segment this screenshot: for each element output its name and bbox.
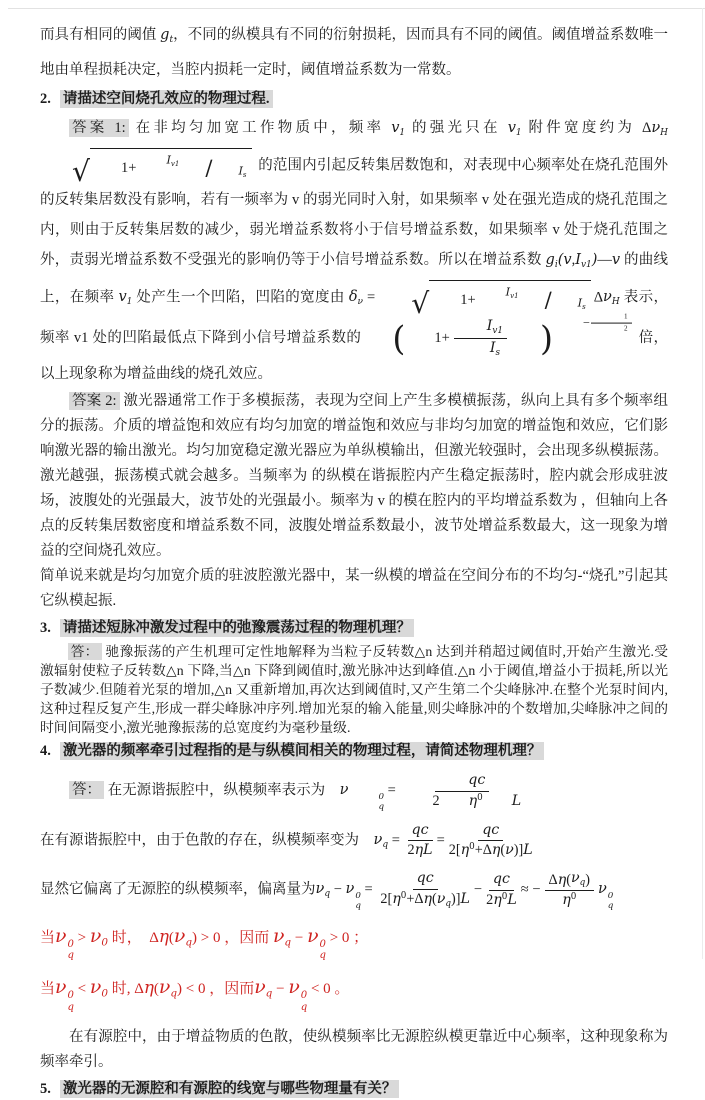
math-subscripted: $\nu_q$ [272, 925, 292, 949]
math-fraction [403, 772, 521, 811]
math-subscripted: $I_s$ [238, 164, 247, 180]
math-subscripted: $v_1$ [118, 289, 133, 308]
highlighted-text: 激光器的无源腔和有源腔的线宽与哪些物理量有关？ [60, 1080, 400, 1098]
answer-1 [40, 113, 668, 389]
question-3 [40, 617, 668, 639]
text-run: 简单说来就是均匀加宽介质的驻波腔激光器中，某一纵模的增益在空间分布的不均匀-“烧孔”引起其它纵模起振. [40, 567, 668, 609]
page-top-edge [8, 8, 705, 9]
math-subscripted: $g_t$ [160, 27, 174, 46]
text-run: − [330, 881, 346, 898]
math-fraction [486, 871, 517, 910]
question-number: 3. [40, 619, 51, 636]
text-run: ) < 0 ，因而 [177, 980, 255, 997]
highlighted-text: 答： [69, 781, 104, 799]
math-symbol: η [143, 976, 154, 997]
text-run: 2 [407, 842, 415, 859]
math-subscripted: $\nu_q$ [158, 976, 178, 1000]
math-subscripted: $\nu_q$ [373, 832, 389, 851]
slash-icon: ∕ [205, 155, 213, 180]
math-sup-sub: ν 0 q [597, 881, 614, 911]
highlighted-text: 答案 2: [69, 392, 120, 410]
text-run: Δ [548, 871, 558, 888]
page-right-edge [702, 8, 703, 959]
math-symbol: qc [411, 821, 429, 838]
text-run: 在有源腔中，由于增益物质的色散，使纵模频率比无源腔纵模更靠近中心频率，这种现象称为频率牵引。 [40, 1029, 668, 1071]
highlighted-text: 答案 1: [69, 119, 129, 137]
text-run: 在有源谐振腔中，由于色散的存在，纵模频率变为 [40, 832, 374, 849]
math-small-fraction: $\frac{1}{2}$ [591, 312, 632, 333]
text-run: 表示，频率 v1 处的凹陷最低点下降到小信号增益系数的 [40, 289, 669, 346]
answer-3 [40, 642, 668, 737]
math-symbol: η [491, 842, 501, 859]
text-run: 2[ [448, 842, 461, 859]
para-deviation-formula [40, 870, 668, 911]
text-run: +Δ [406, 890, 424, 907]
math-superscripted: $\eta^0$ [562, 892, 577, 909]
math-sup-sub: ν 0 q [345, 881, 361, 911]
math-symbol: L [523, 842, 533, 859]
text-run: ( [500, 842, 506, 859]
text-run: 激光器通常工作于多模振荡，表现为空间上产生多模横振荡，纵向上具有多个频率组分的振荡。介质的增益饱和效应有均匀加宽的增益饱和效应与非均匀加宽的增益饱和效应，它们影响激光器的输出激光。均匀加宽稳定激光器应为单纵模输出，但激光较强时，会出现多纵模振荡。激光越强，振荡模式就会越多。当频率为 的纵模在谐振腔内产生稳定振荡时，腔内就会形成驻波场，波腹处的光强最大，波节处的光强最小。频率为 v 的模在腔内的平均增益系数为 ，但轴向上各点的反转集居数密度和增益系数不同，波腹处增益系数最小，波节处增益系数最大，这一现象为增益的空间烧孔效应。 [40, 392, 668, 559]
math-subscripted: $\nu_q$ [173, 925, 193, 949]
text-run: 1+ [434, 329, 450, 346]
math-sup-sub: ν 0 q [307, 925, 326, 962]
math-subscripted: $\delta_\nu$ [348, 289, 364, 308]
text-run: 显然它偏离了无源腔的纵模频率，偏离量为 [40, 881, 316, 898]
text-run: 时， Δ [107, 929, 159, 946]
text-run: − [473, 881, 483, 898]
math-sup-sub: ν 0 q [55, 976, 74, 1013]
text-run: +Δ [474, 842, 492, 859]
text-run: Δ [642, 120, 652, 137]
math-subscripted: $\nu_0$ [89, 925, 108, 949]
math-subscripted: $v_1$ [507, 120, 522, 139]
math-superscripted: $\eta^0$ [460, 842, 475, 859]
question-5 [40, 1078, 668, 1100]
math-subscripted: $v_1$ [391, 120, 406, 139]
math-sup-sub: ν 0 q [339, 782, 385, 812]
math-symbol: η [557, 871, 567, 888]
question-4 [40, 740, 668, 762]
text-run: 处产生一个凹陷，凹陷的宽度由 [132, 289, 349, 306]
math-symbol: ( [557, 251, 564, 268]
math-subscripted: $\nu_H$ [603, 289, 620, 308]
question-2 [40, 88, 668, 110]
highlighted-text: 请描述空间烧孔效应的物理过程. [60, 90, 273, 108]
text-run: 的范围内引起反转集居数饱和，对表现中心频率处在烧孔范围外的反转集居数没有影响，若有一频率为 v 的弱光同时入射，如果频率 v 处在强光造成的烧孔范围之内，则由于反转集居数的减少，弱光增益系数将小于信号增益系数，如果频率 v 处于烧孔范围之外，责弱光增益系数不受强光的影响仍等于小信号增益系数。所以在增益系数 [40, 157, 668, 268]
math-fraction [380, 870, 470, 910]
math-subscripted: $\nu_q$ [315, 881, 331, 900]
text-run: )] [451, 890, 461, 907]
math-subscripted: $\nu_q$ [570, 870, 586, 889]
text-run: < [73, 980, 90, 997]
slash-icon: ∕ [544, 286, 552, 312]
math-subscripted: $\nu_0$ [89, 976, 108, 1000]
text-run: 倍，以上现象称为增益曲线的烧孔效应。 [40, 329, 669, 382]
question-number: 4. [40, 742, 51, 759]
text-run: 在非均匀加宽工作物质中，频率 [128, 120, 392, 137]
text-run: ≈ − [520, 881, 541, 898]
math-symbol: η [423, 890, 432, 907]
math-subscripted: $I_{v1}$ [505, 285, 519, 300]
text-run: 2 [486, 891, 494, 908]
radical-icon: √ [72, 155, 91, 189]
text-run: , [571, 251, 576, 268]
math-symbol: ν [505, 842, 514, 859]
para-summary-spatial-hole [40, 564, 668, 614]
text-run: = [388, 832, 404, 849]
right-paren-icon: ) [539, 318, 553, 358]
question-number: 2. [40, 91, 51, 108]
highlighted-text: 答： [68, 643, 102, 660]
math-fraction [449, 822, 533, 861]
highlighted-text: 请描述短脉冲激发过程中的弛豫震荡过程的物理机理？ [60, 619, 414, 637]
math-symbol: L [460, 890, 470, 907]
answer-2 [40, 389, 668, 564]
text-run: < 0 。 [307, 980, 350, 997]
math-paren-power [363, 312, 632, 359]
text-run: ) [585, 871, 590, 888]
answer-4-passive-cavity-formula [40, 772, 668, 812]
red-case-less [40, 974, 668, 1013]
math-superscripted: $\eta^0$ [493, 891, 508, 908]
document-content [40, 20, 668, 1100]
math-subscripted: $\nu_H$ [651, 120, 669, 139]
math-fraction [408, 822, 433, 861]
math-symbol: ) [591, 251, 598, 268]
question-number: 5. [40, 1081, 51, 1098]
text-run: ( [566, 871, 571, 888]
math-superscripted: $\eta^0$ [392, 890, 407, 907]
math-fraction [454, 318, 507, 359]
text-run: 2 [432, 792, 440, 809]
math-subscripted: $g_i$ [545, 251, 558, 270]
text-run: 的强光只在 [405, 120, 508, 137]
math-diagonal-fraction [137, 151, 246, 184]
text-run: 2[ [380, 890, 393, 907]
math-square-root [43, 148, 252, 189]
text-run: = [363, 289, 380, 306]
math-symbol: qc [416, 870, 434, 887]
text-run: ( [432, 890, 437, 907]
text-run: ，不同的纵模具有不同的衍射损耗，因而具有不同的阈值。阈值增益系数唯一地由单程损耗决定，当腔内损耗一定时，阈值增益系数为一常数。 [40, 27, 668, 79]
math-symbol: L [511, 792, 522, 809]
text-run: 1+ [460, 291, 476, 308]
text-run: Δ [593, 289, 604, 306]
math-symbol: qc [492, 870, 510, 887]
text-run: = [360, 881, 377, 898]
text-run: )] [513, 842, 524, 859]
text-run: > 0 ； [325, 929, 369, 946]
math-symbol: qc [482, 821, 500, 838]
text-run: 的曲线上，在频率 [40, 251, 668, 306]
text-run: − [272, 980, 289, 997]
text-run: > [73, 929, 90, 946]
para-threshold-continuation [40, 20, 668, 85]
math-subscripted: $I_{v1}$ [486, 317, 503, 336]
math-sup-sub: ν 0 q [55, 925, 74, 962]
math-symbol: v [563, 251, 572, 268]
left-paren-icon: ( [392, 318, 406, 358]
text-run: 驰豫振荡的产生机理可定性地解释为当粒子反转数△n 达到并稍超过阈值时,开始产生激光.受激辐射使粒子反转数△n 下降,当△n 下降到阈值时,激光脉冲达到峰值.△n 小于阈值,增益小于损耗,所以光子数减少.但随着光泵的增加,△n 又重新增加,再次达到阈值时,又产生第二个尖峰脉冲.在整个光泵时间内,这种过程反复产生,形成一群尖峰脉冲序列.增加光泵的输入能量,则尖峰脉冲的个数增加,尖峰脉冲之间的时间间隔变小,激光驰豫振荡的总宽度约为毫秒量级. [40, 643, 668, 735]
math-symbol: ηL [414, 842, 433, 859]
text-run: 在无源谐振腔中，纵模频率表示为 [104, 782, 340, 799]
math-subscripted: $I_{v1}$ [166, 153, 180, 169]
text-run: 1+ [121, 160, 137, 176]
math-subscripted: $I_s$ [577, 296, 586, 311]
text-run: 当 [40, 929, 56, 946]
text-run: = [436, 832, 445, 849]
math-subscripted: $\nu_q$ [436, 890, 452, 910]
math-subscripted: $\nu_q$ [254, 976, 273, 1000]
text-run: 当 [40, 980, 56, 997]
math-symbol: L [507, 891, 517, 908]
text-run: ) > 0 ，因而 [192, 929, 273, 946]
radical-icon: √ [411, 287, 430, 321]
para-frequency-pulling-conclusion [40, 1025, 668, 1075]
math-subscripted: $I_{v1}$ [575, 251, 592, 270]
text-run: 而具有相同的阈值 [40, 27, 161, 43]
red-case-greater [40, 923, 668, 962]
highlighted-text: 激光器的频率牵引过程指的是与纵模间相关的物理过程，请简述物理机理？ [60, 742, 545, 760]
text-run: = [384, 782, 400, 799]
math-symbol: qc [468, 771, 486, 788]
math-superscripted: $\eta^0$ [468, 792, 483, 809]
text-run: − [583, 315, 590, 330]
para-active-cavity-formula [40, 822, 668, 861]
text-run: 时, Δ [107, 980, 144, 997]
math-fraction [545, 870, 594, 910]
text-run: — [597, 251, 612, 268]
text-run: ( [168, 929, 174, 946]
text-run: ( [153, 980, 159, 997]
math-symbol: η [158, 925, 169, 946]
text-run: 附件宽度约为 [521, 120, 643, 137]
math-sup-sub: ν 0 q [288, 976, 308, 1013]
text-run: − [291, 929, 308, 946]
math-symbol: v [611, 251, 621, 268]
math-subscripted: $I_s$ [489, 339, 500, 358]
